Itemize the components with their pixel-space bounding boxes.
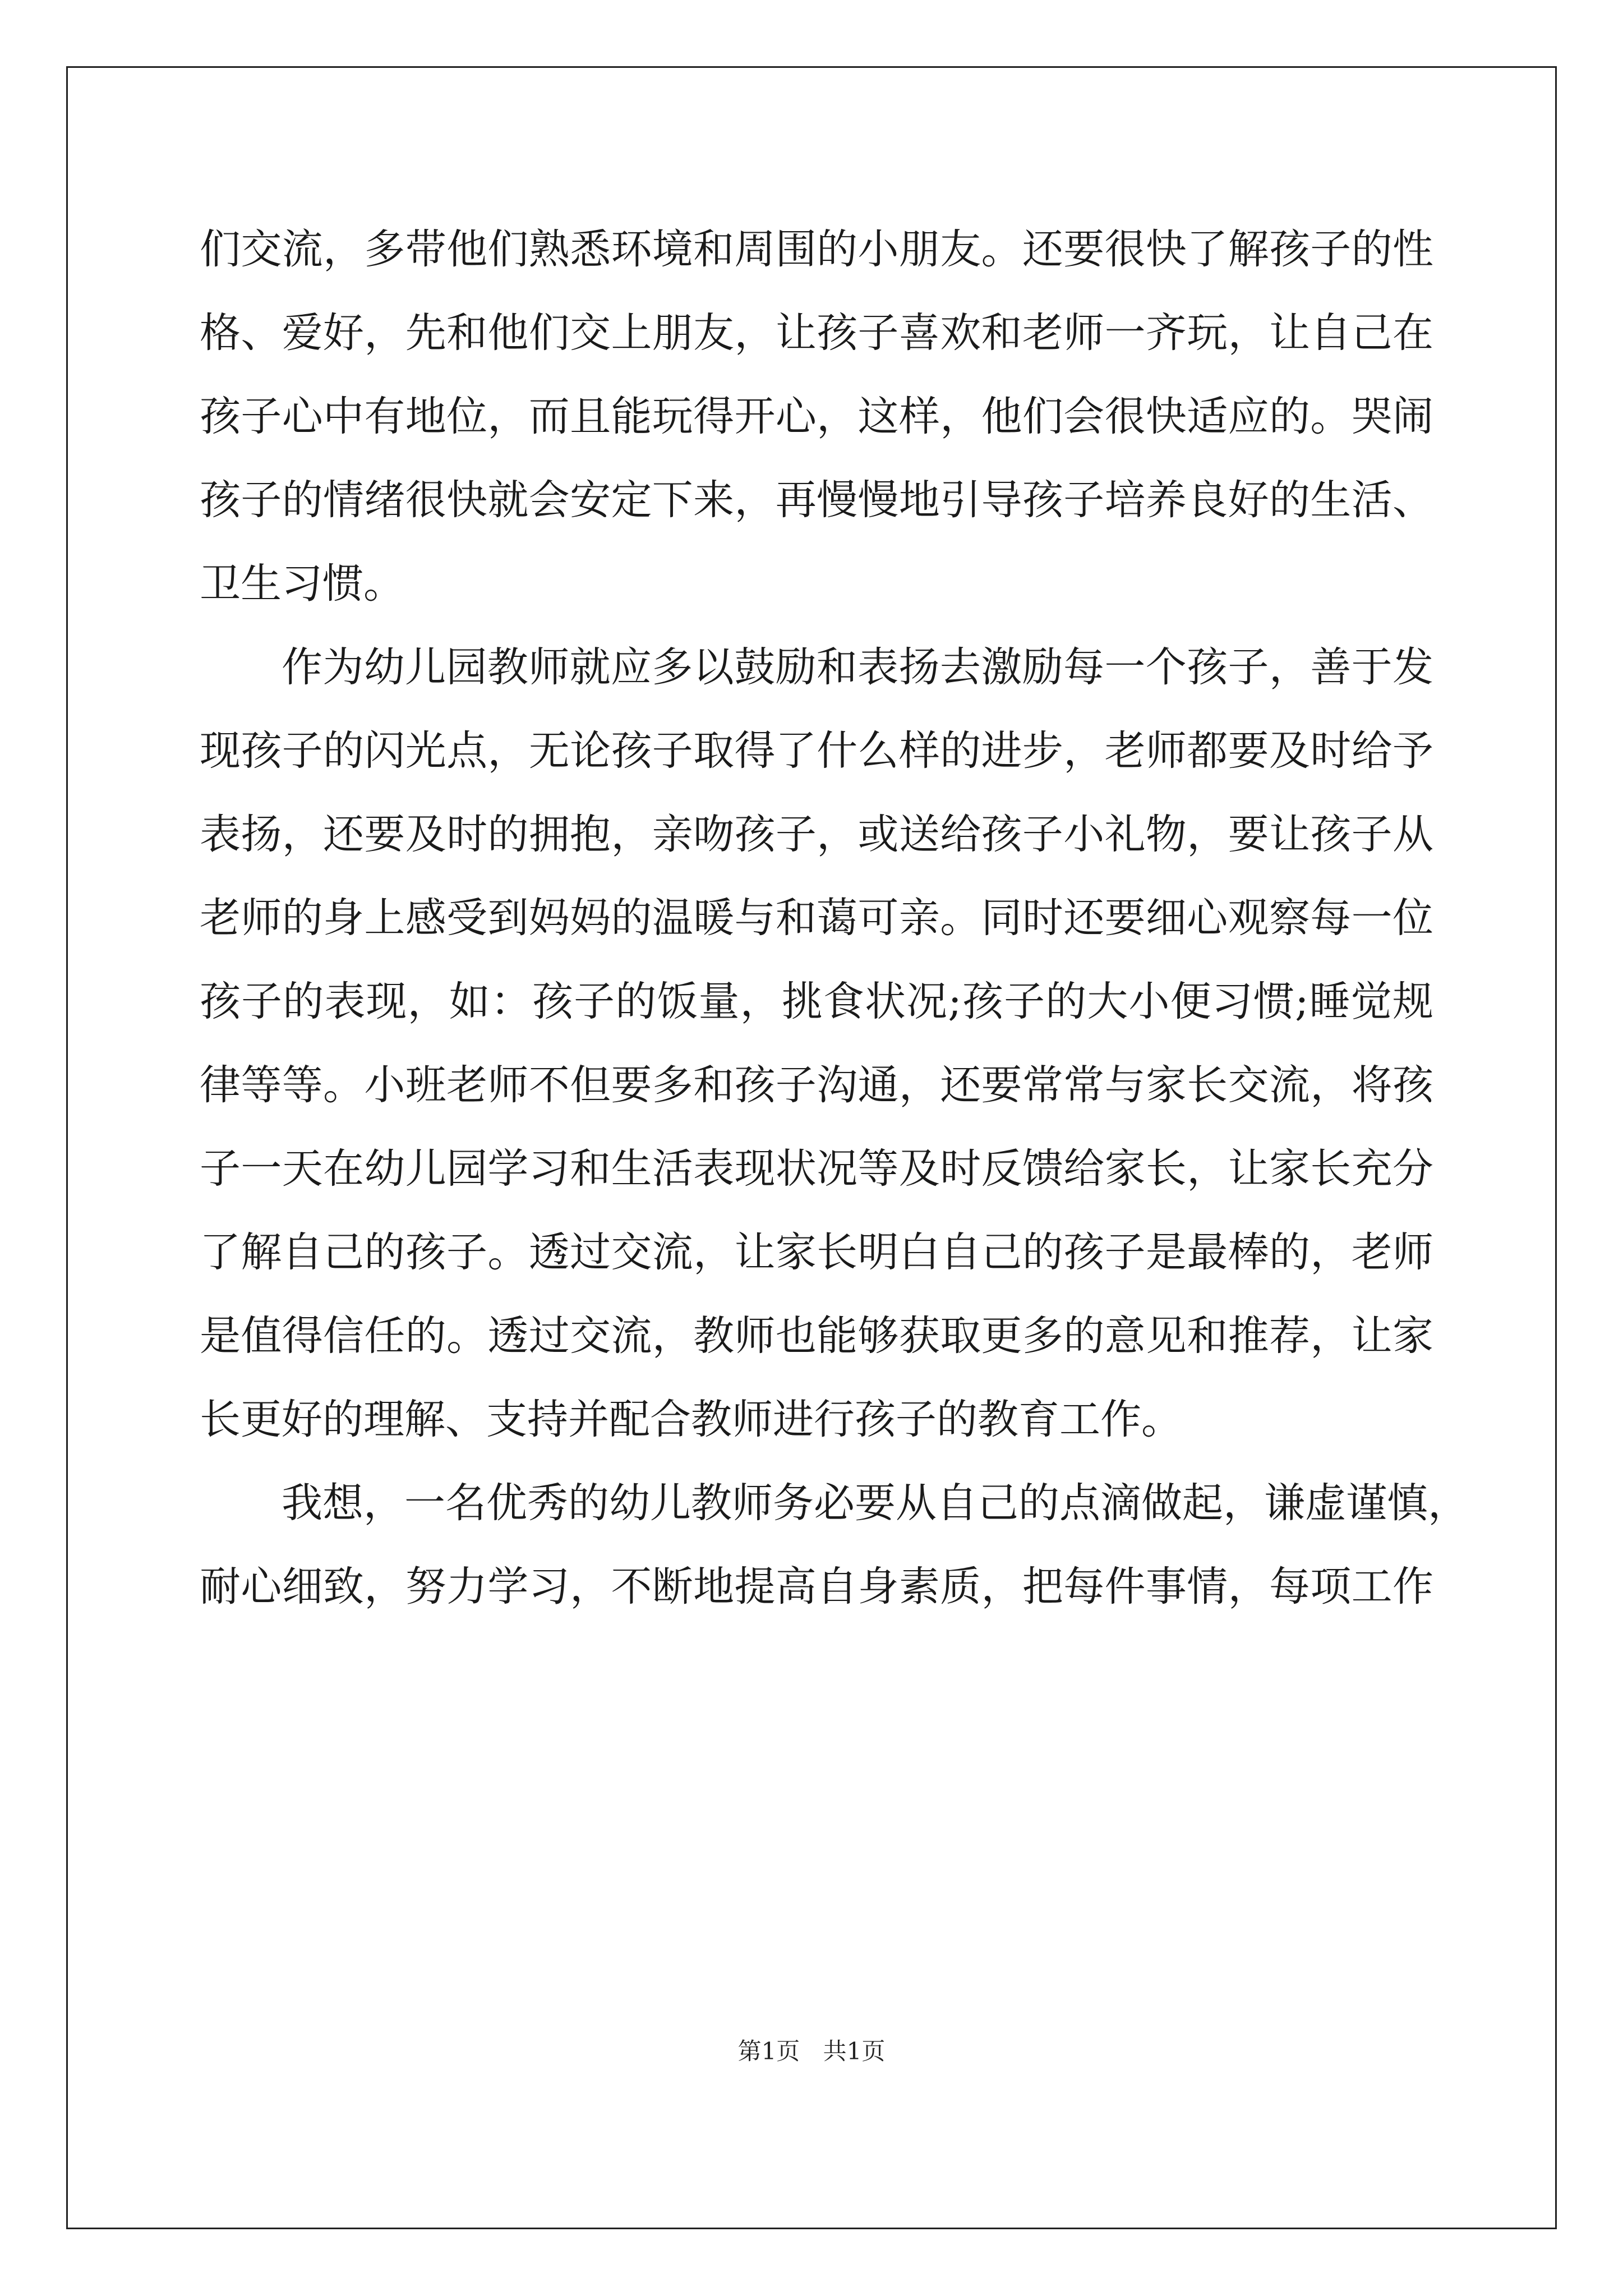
- text-line: 现孩子的闪光点，无论孩子取得了什么样的进步，老师都要及时给予: [200, 727, 1433, 775]
- text-line: 子一天在幼儿园学习和生活表现状况等及时反馈给家长，让家长充分: [200, 1145, 1433, 1193]
- text-line: 作为幼儿园教师就应多以鼓励和表扬去激励每一个孩子，善于发: [282, 643, 1433, 691]
- text-line: 卫生习惯。: [200, 560, 404, 608]
- document-body: [200, 208, 1469, 1628]
- text-line: 耐心细致，努力学习，不断地提高自身素质，把每件事情，每项工作: [200, 1563, 1433, 1611]
- text-line: 老师的身上感受到妈妈的温暖与和蔼可亲。同时还要细心观察每一位: [200, 894, 1433, 942]
- text-line: 们交流，多带他们熟悉环境和周围的小朋友。还要很快了解孩子的性: [200, 226, 1433, 273]
- text-line: 格、爱好，先和他们交上朋友，让孩子喜欢和老师一齐玩，让自己在: [200, 309, 1433, 357]
- page-footer: [0, 2033, 1623, 2067]
- text-line: 律等等。小班老师不但要多和孩子沟通，还要常常与家长交流，将孩: [200, 1061, 1433, 1109]
- text-line: 了解自己的孩子。透过交流，让家长明白自己的孩子是最棒的，老师: [200, 1228, 1433, 1276]
- page-number-total: 共1页: [823, 2037, 886, 2065]
- text-line: 是值得信任的。透过交流，教师也能够获取更多的意见和推荐，让家: [200, 1312, 1433, 1360]
- text-line: 表扬，还要及时的拥抱，亲吻孩子，或送给孩子小礼物，要让孩子从: [200, 811, 1433, 858]
- page-number-current: 第1页: [737, 2037, 800, 2065]
- text-line: 孩子心中有地位，而且能玩得开心，这样，他们会很快适应的。哭闹: [200, 393, 1433, 440]
- text-line: 长更好的理解、支持并配合教师进行孩子的教育工作。: [200, 1396, 1182, 1443]
- text-line: 孩子的情绪很快就会安定下来，再慢慢地引导孩子培养良好的生活、: [200, 476, 1433, 524]
- text-line: 孩子的表现，如：孩子的饭量，挑食状况;孩子的大小便习惯;睡觉规: [200, 978, 1433, 1025]
- text-line: 我想，一名优秀的幼儿教师务必要从自己的点滴做起，谦虚谨慎，: [282, 1479, 1469, 1527]
